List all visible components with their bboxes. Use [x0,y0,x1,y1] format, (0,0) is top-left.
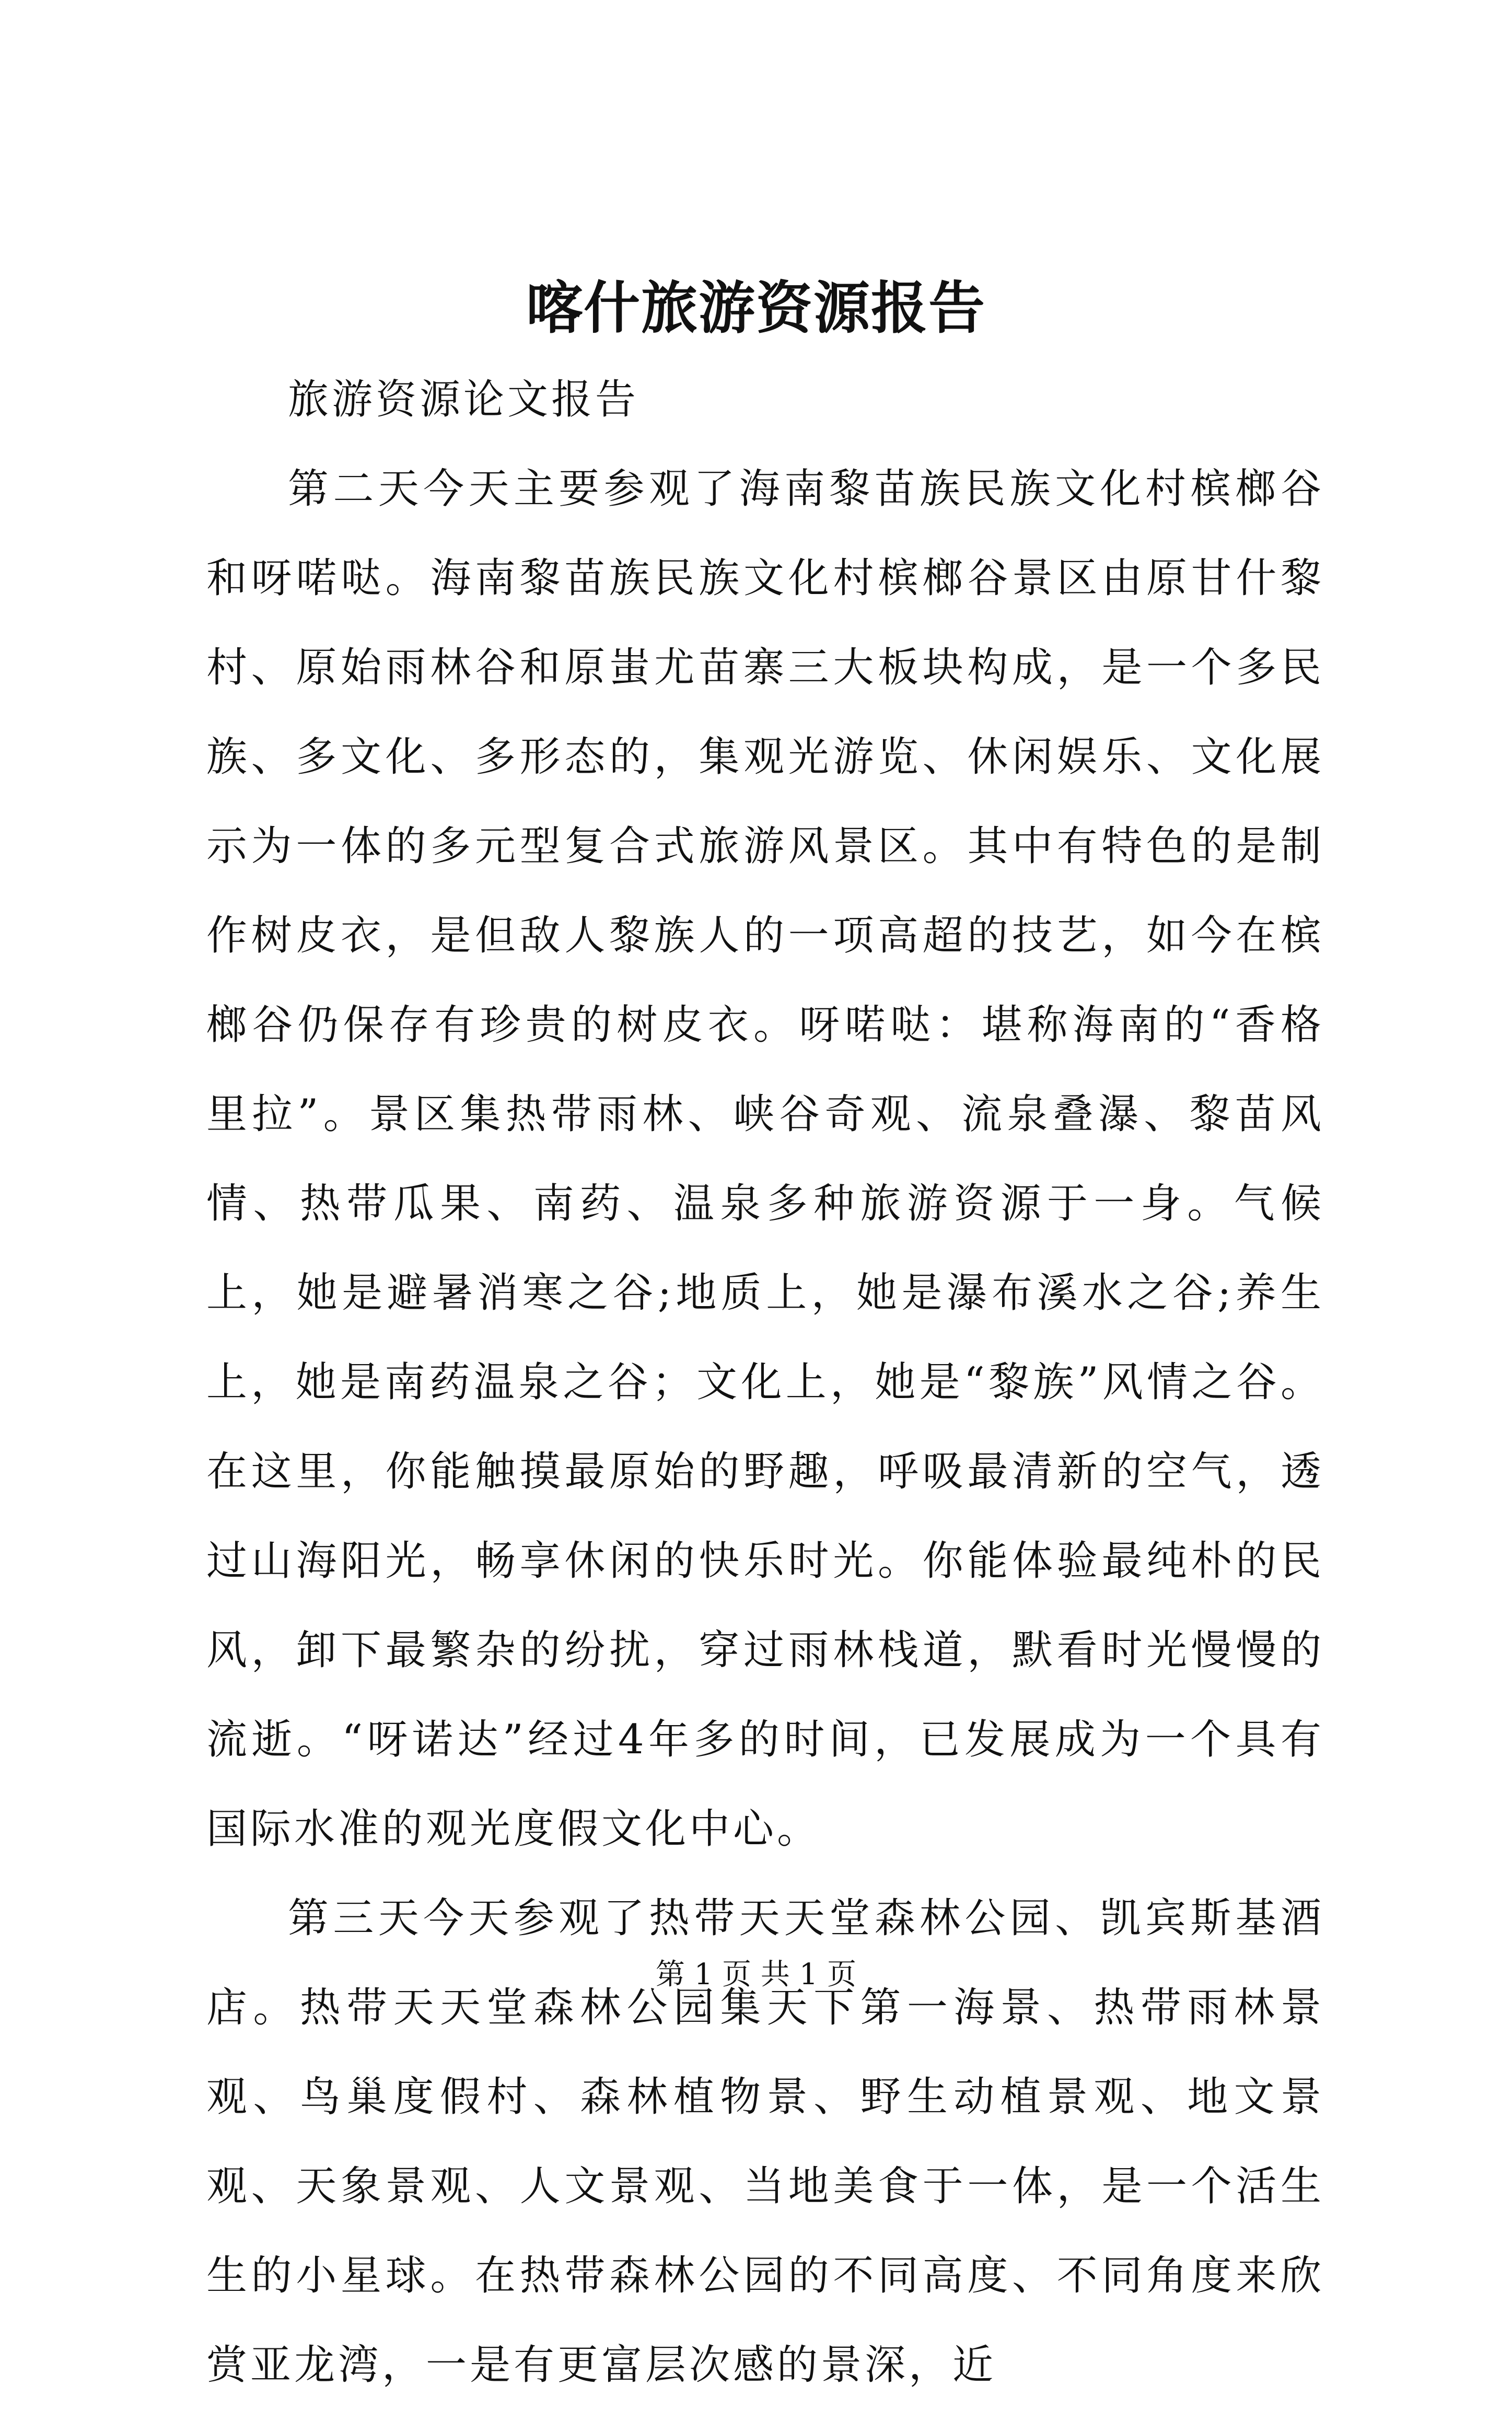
page-footer: 第 1 页 共 1 页 [655,1958,857,1992]
paragraph-day-three: 第三天今天参观了热带天天堂森林公园、凯宾斯基酒店。热带天天堂森林公园集天下第一海景、热带雨林景观、鸟巢度假村、森林植物景、野生动植景观、地文景观、天象景观、人文景观、当地美食于一体，是一个活生生的小星球。在热带森林公园的不同高度、不同角度来欣赏亚龙湾，一是有更富层次感的景深，近 [206,1895,1324,2389]
paragraph-subtitle: 旅游资源论文报告 [288,376,639,423]
paragraph-day-two: 第二天今天主要参观了海南黎苗族民族文化村槟榔谷和呀喏哒。海南黎苗族民族文化村槟榔谷景区由原甘什黎村、原始雨林谷和原蚩尤苗寨三大板块构成，是一个多民族、多文化、多形态的，集观光游览、休闲娱乐、文化展示为一体的多元型复合式旅游风景区。其中有特色的是制作树皮衣，是但敌人黎族人的一项高超的技艺，如今在槟榔谷仍保存有珍贵的树皮衣。呀喏哒：堪称海南的“香格里拉”。景区集热带雨林、峡谷奇观、流泉叠瀑、黎苗风情、热带瓜果、南药、温泉多种旅游资源于一身。气候上，她是避暑消寒之谷;地质上，她是瀑布溪水之谷;养生上，她是南药温泉之谷；文化上，她是“黎族”风情之谷。在这里，你能触摸最原始的野趣，呼吸最清新的空气，透过山海阳光，畅享休闲的快乐时光。你能体验最纯朴的民风，卸下最繁杂的纷扰，穿过雨林栈道，默看时光慢慢的流逝。“呀诺达”经过4年多的时间，已发展成为一个具有国际水准的观光度假文化中心。 [206,465,1324,1853]
document-title: 喀什旅游资源报告 [526,275,986,341]
document-body [206,355,1324,2410]
